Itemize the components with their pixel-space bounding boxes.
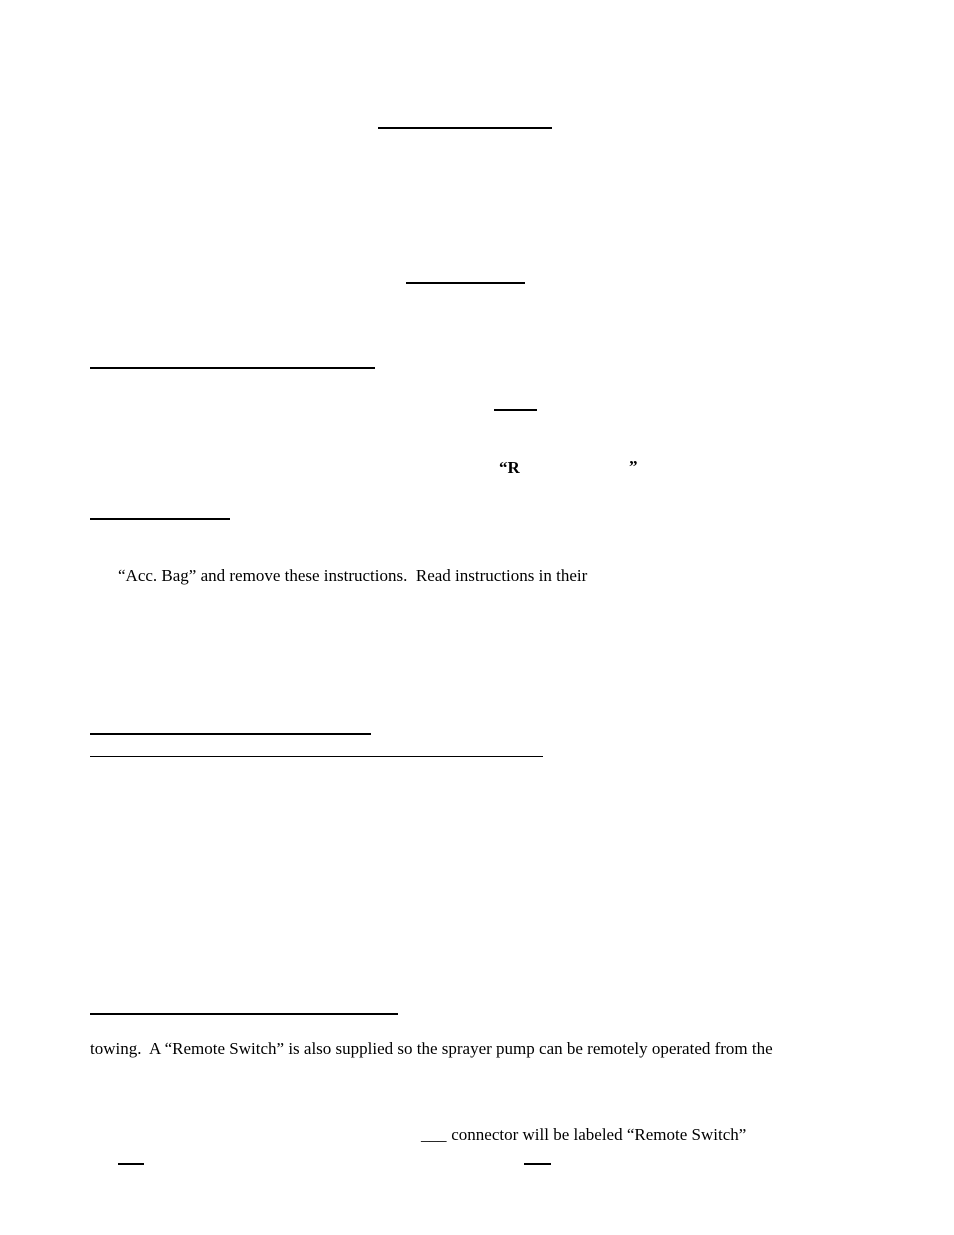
remote-switch-text: towing. A “Remote Switch” is also supplied so the sprayer pump can be remotely operated from the [90, 1039, 773, 1058]
title-underline [378, 127, 552, 129]
inline-underline-3 [524, 1163, 551, 1165]
section-heading-underline-1 [90, 367, 375, 369]
inline-underline-1 [494, 409, 537, 411]
section-heading-underline-5 [90, 1013, 398, 1015]
connector-label-text: connector will be labeled “Remote Switch” [447, 1125, 747, 1144]
connector-blank: ___ [421, 1125, 447, 1144]
section-heading-underline-4 [90, 756, 543, 757]
bold-quote-open: “R [499, 458, 520, 477]
subtitle-underline [406, 282, 525, 284]
section-heading-underline-2 [90, 518, 230, 520]
inline-underline-2 [118, 1163, 144, 1165]
section-heading-underline-3 [90, 733, 371, 735]
acc-bag-instruction-text: “Acc. Bag” and remove these instructions. Read instructions in their [118, 566, 588, 585]
bold-quote-close: ” [629, 457, 638, 476]
